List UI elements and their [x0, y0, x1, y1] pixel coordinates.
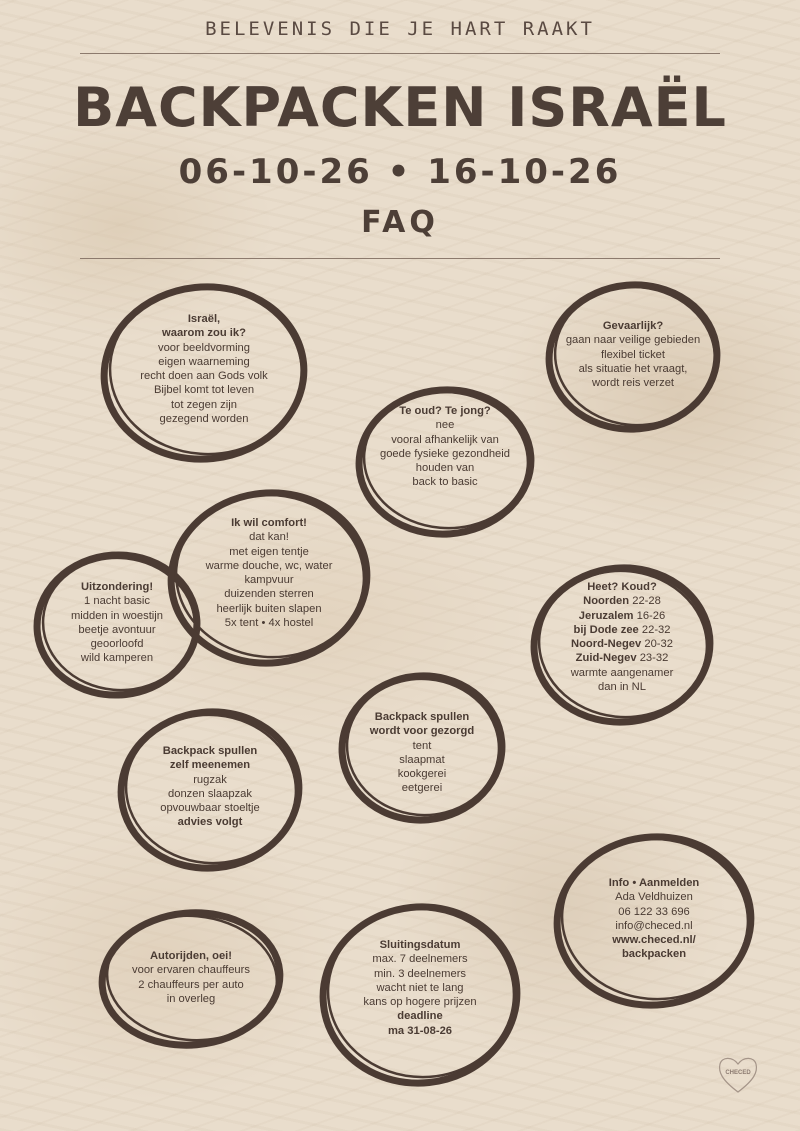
deadline-label: deadline	[397, 1010, 443, 1023]
temp-region: bij Dode zee	[573, 623, 639, 636]
bubble-comfort-line: kampvuur	[244, 574, 294, 587]
bubble-comfort-line: dat kan!	[249, 531, 289, 544]
bubble-spullen-gezorgd	[336, 668, 508, 828]
bubble-uitzondering-title: Uitzondering!	[80, 581, 154, 593]
temp-region: Noorden	[583, 595, 630, 608]
deadline-date: ma 31-08-26	[387, 1024, 453, 1037]
faq-heading: FAQ	[361, 205, 439, 240]
bubble-israel	[98, 278, 310, 468]
bubble-spullen-meenemen	[115, 704, 305, 876]
temp-range: 16-26	[636, 609, 666, 622]
bubble-gevaarlijk-line: gaan naar veilige gebieden	[565, 334, 701, 347]
bubble-te-oud	[352, 382, 538, 542]
bubble-meenemen-subtitle: zelf meenemen	[169, 759, 251, 772]
bubble-meenemen-title: Backpack spullen	[162, 745, 258, 757]
page-title: BACKPACKEN ISRAËL	[73, 76, 727, 139]
bubble-info-title: Info • Aanmelden	[608, 877, 700, 889]
bubble-te-oud-line: nee	[435, 419, 455, 432]
bubble-te-oud-line: back to basic	[412, 476, 478, 489]
website-link[interactable]: www.checed.nl/	[612, 934, 696, 947]
bubble-sluiting-title: Sluitingsdatum	[379, 939, 461, 951]
bubble-comfort-line: heerlijk buiten slapen	[216, 602, 322, 615]
temp-range: 20-32	[644, 638, 673, 651]
bubble-israel-line: gezegend worden	[159, 413, 249, 426]
bubble-sluiting-line: max. 7 deelnemers	[372, 953, 468, 966]
bubble-te-oud-title: Te oud? Te jong?	[399, 405, 491, 417]
bubble-sluiting-line: kans op hogere prijzen	[363, 996, 477, 1009]
bubble-autorijden-line: in overleg	[166, 992, 216, 1005]
bubble-israel-line: eigen waarneming	[158, 355, 250, 368]
divider-top	[80, 53, 720, 54]
divider-bottom	[80, 258, 720, 259]
tagline: BELEVENIS DIE JE HART RAAKT	[205, 18, 595, 40]
bubble-israel-line: Bijbel komt tot leven	[153, 384, 255, 397]
bubble-comfort-line: duizenden sterren	[224, 588, 314, 601]
temp-row	[528, 623, 716, 637]
bubble-te-oud-line: vooral afhankelijk van	[391, 433, 499, 446]
bubble-gevaarlijk-line: als situatie het vraagt,	[578, 362, 688, 375]
bubble-autorijden-line: 2 chauffeurs per auto	[138, 978, 244, 991]
bubble-gezorgd-line: tent	[412, 739, 432, 752]
contact-name: Ada Veldhuizen	[615, 891, 693, 904]
bubble-gevaarlijk-line: wordt reis verzet	[591, 377, 675, 390]
temp-region: Noord-Negev	[571, 638, 642, 651]
bubble-uitzondering-line: midden in woestijn	[70, 609, 164, 622]
bubble-gevaarlijk-line: flexibel ticket	[600, 348, 666, 361]
contact-phone[interactable]: 06 122 33 696	[618, 905, 690, 918]
bubble-te-oud-line: goede fysieke gezondheid	[379, 447, 510, 460]
bubble-comfort-line: 5x tent • 4x hostel	[224, 617, 314, 630]
bubble-gezorgd-line: eetgerei	[401, 782, 443, 795]
bubble-israel-title: Israël,	[187, 313, 221, 325]
bubble-meenemen-note: advies volgt	[177, 816, 243, 829]
temp-row	[528, 637, 716, 651]
bubble-sluitingsdatum	[316, 898, 524, 1092]
bubble-meenemen-line: opvouwbaar stoeltje	[160, 802, 260, 815]
bubble-te-oud-line: houden van	[415, 462, 475, 475]
temp-range: 23-32	[639, 652, 669, 665]
bubble-israel-line: tot zegen zijn	[171, 398, 237, 411]
trip-dates: 06-10-26 • 16-10-26	[178, 152, 622, 192]
bubble-meenemen-line: donzen slaapzak	[168, 787, 252, 800]
bubble-comfort	[164, 484, 374, 672]
bubble-uitzondering-line: geoorloofd	[90, 638, 144, 651]
bubble-heet-line: warmte aangenamer	[570, 666, 674, 679]
bubble-sluiting-line: wacht niet te lang	[376, 981, 464, 994]
bubble-comfort-title: Ik wil comfort!	[231, 517, 307, 529]
bubble-israel-line: recht doen aan Gods volk	[140, 370, 268, 383]
bubble-gezorgd-line: slaapmat	[399, 753, 445, 766]
temp-range: 22-32	[641, 623, 671, 636]
bubble-israel-line: voor beeldvorming	[157, 341, 251, 354]
bubble-comfort-line: warme douche, wc, water	[205, 559, 333, 572]
bubble-autorijden	[95, 904, 287, 1054]
website-link-path[interactable]: backpacken	[621, 948, 687, 961]
bubble-heet-line: dan in NL	[598, 681, 646, 694]
temp-row	[528, 609, 716, 623]
bubble-gevaarlijk	[543, 276, 723, 438]
bubble-gezorgd-subtitle: wordt voor gezorgd	[369, 725, 475, 738]
bubble-uitzondering-line: beetje avontuur	[78, 623, 156, 636]
bubble-heet-title: Heet? Koud?	[587, 581, 657, 593]
bubble-gezorgd-line: kookgerei	[397, 768, 447, 781]
temp-row	[528, 594, 716, 608]
bubble-israel-question: waarom zou ik?	[162, 327, 246, 340]
temp-range: 22-28	[632, 595, 661, 608]
bubble-autorijden-line: voor ervaren chauffeurs	[132, 964, 250, 977]
bubble-info	[550, 828, 758, 1014]
bubble-comfort-line: met eigen tentje	[229, 545, 309, 558]
temp-region: Zuid-Negev	[575, 652, 637, 665]
bubble-uitzondering-line: wild kamperen	[80, 652, 154, 665]
bubble-gezorgd-title: Backpack spullen	[374, 711, 470, 723]
brand-logo: CHECED	[725, 1070, 751, 1076]
bubble-gevaarlijk-title: Gevaarlijk?	[602, 320, 664, 332]
contact-email[interactable]: info@checed.nl	[615, 919, 693, 932]
bubble-sluiting-line: min. 3 deelnemers	[373, 967, 467, 980]
bubble-meenemen-line: rugzak	[193, 773, 227, 786]
bubble-autorijden-title: Autorijden, oei!	[149, 950, 233, 962]
bubble-uitzondering-line: 1 nacht basic	[84, 595, 150, 608]
temp-region: Jeruzalem	[578, 609, 634, 622]
temp-row	[528, 651, 716, 665]
bubble-heet-koud	[528, 560, 716, 730]
